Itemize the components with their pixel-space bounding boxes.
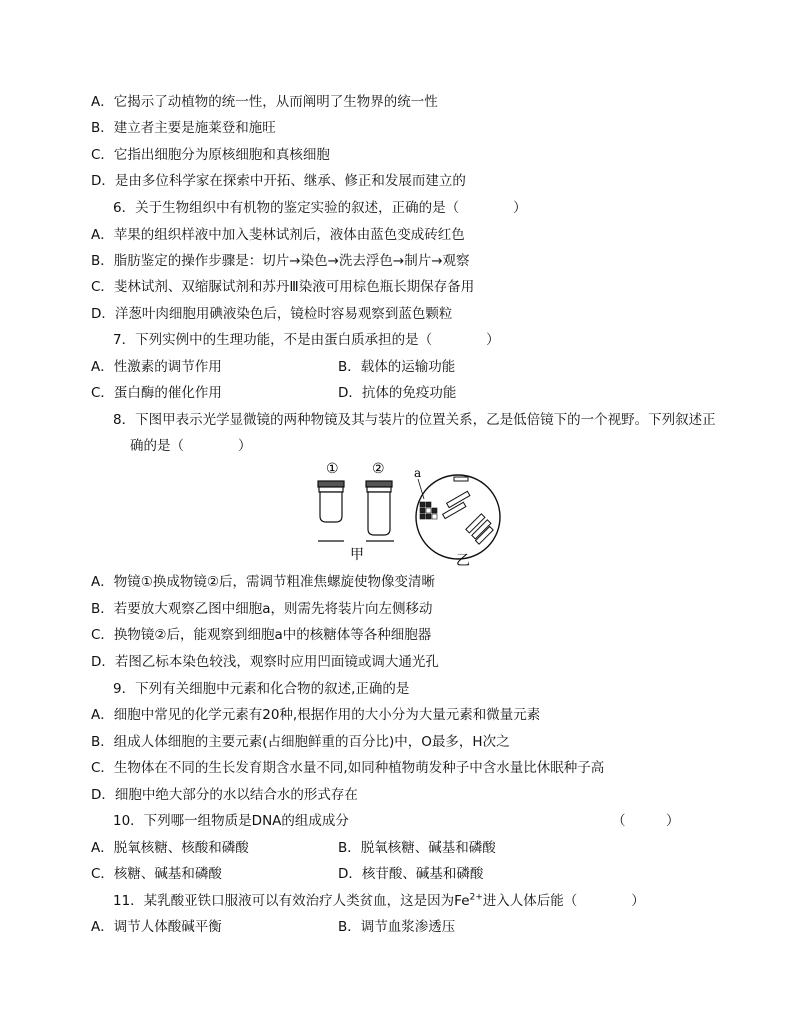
- q11-stem-tail: 进入人体后能（ ）: [482, 893, 645, 909]
- q11-stem-text: 11．某乳酸亚铁口服液可以有效治疗人类贫血，这是因为Fe: [113, 893, 470, 909]
- label-jia: 甲: [350, 547, 364, 563]
- q11-option-b: B．调节血浆渗透压: [338, 919, 456, 935]
- q11-ion-charge: 2+: [469, 892, 483, 903]
- cell-block: [432, 508, 437, 513]
- q10-stem: 10．下列哪一组物质是DNA的组成成分: [113, 813, 349, 829]
- objective-lens-2: [366, 481, 392, 535]
- q10-option-c: C．核糖、碱基和磷酸: [91, 866, 222, 882]
- q6-option-d: D．洋葱叶肉细胞用碘液染色后，镜检时容易观察到蓝色颗粒: [91, 306, 453, 322]
- q9-option-a: A．细胞中常见的化学元素有20种,根据作用的大小分为大量元素和微量元素: [91, 707, 541, 723]
- q11-option-a: A．调节人体酸碱平衡: [91, 919, 222, 935]
- microscope-figure: [308, 461, 508, 571]
- q8-stem-line1: 8．下图甲表示光学显微镜的两种物镜及其与装片的位置关系，乙是低倍镜下的一个视野。下列叙述正: [113, 412, 716, 428]
- q10-option-b: B．脱氧核糖、碱基和磷酸: [338, 840, 496, 856]
- q8-option-d: D．若图乙标本染色较浅，观察时应用凹面镜或调大通光孔: [91, 654, 439, 670]
- q11-stem: [113, 892, 645, 910]
- q9-option-c: C．生物体在不同的生长发育期含水量不同,如同种植物萌发种子中含水量比休眠种子高: [91, 760, 605, 776]
- q7-option-c: C．蛋白酶的催化作用: [91, 385, 222, 401]
- q8-option-a: A．物镜①换成物镜②后，需调节粗准焦螺旋使物像变清晰: [91, 574, 435, 590]
- field-of-view: [416, 475, 500, 559]
- objective-2-thread-band: [366, 481, 392, 487]
- objective-2-collar: [367, 487, 391, 492]
- label-objective-2: ②: [372, 461, 385, 477]
- label-cell-a: a: [414, 466, 422, 480]
- q10-option-d: D．核苷酸、碱基和磷酸: [338, 866, 484, 882]
- q5-option-d: D．是由多位科学家在探索中开拓、继承、修正和发展而建立的: [91, 173, 466, 189]
- cell-block: [426, 508, 431, 513]
- cell-block: [432, 514, 437, 519]
- q5-option-b: B．建立者主要是施莱登和施旺: [91, 120, 276, 136]
- q8-stem-line2: 确的是（ ）: [130, 438, 252, 454]
- q7-option-b: B．载体的运输功能: [338, 359, 456, 375]
- q6-option-b: B．脂肪鉴定的操作步骤是：切片→染色→洗去浮色→制片→观察: [91, 253, 470, 269]
- objective-1-thread-band: [318, 481, 344, 487]
- cell-block: [420, 514, 425, 519]
- q8-option-c: C．换物镜②后，能观察到细胞a中的核糖体等各种细胞器: [91, 627, 432, 643]
- cell-block: [420, 508, 425, 513]
- objective-lens-1: [318, 481, 344, 522]
- label-yi: 乙: [456, 553, 470, 569]
- q6-stem: 6．关于生物组织中有机物的鉴定实验的叙述，正确的是（ ）: [113, 200, 527, 216]
- objective-1-body: [320, 492, 342, 522]
- cell-block: [420, 502, 425, 507]
- q9-stem: 9．下列有关细胞中元素和化合物的叙述,正确的是: [113, 681, 410, 697]
- q5-option-a: A．它揭示了动植物的统一性，从而阐明了生物界的统一性: [91, 94, 438, 110]
- cell-block: [426, 514, 431, 519]
- figure-svg: [308, 461, 508, 571]
- cell-block: [426, 502, 431, 507]
- q7-stem: 7．下列实例中的生理功能，不是由蛋白质承担的是（ ）: [113, 332, 500, 348]
- q9-option-d: D．细胞中绝大部分的水以结合水的形式存在: [91, 787, 358, 803]
- cell-rod: [454, 477, 468, 481]
- q8-option-b: B．若要放大观察乙图中细胞a，则需先将装片向左侧移动: [91, 601, 433, 617]
- q7-option-d: D．抗体的免疫功能: [338, 385, 457, 401]
- q10-option-a: A．脱氧核糖、核酸和磷酸: [91, 840, 249, 856]
- q10-answer-paren: （ ）: [612, 813, 680, 829]
- objective-2-body: [368, 492, 390, 535]
- label-objective-1: ①: [326, 461, 339, 477]
- q7-option-a: A．性激素的调节作用: [91, 359, 222, 375]
- q6-option-a: A．苹果的组织样液中加入斐林试剂后，液体由蓝色变成砖红色: [91, 227, 465, 243]
- objective-1-collar: [319, 487, 343, 492]
- q5-option-c: C．它指出细胞分为原核细胞和真核细胞: [91, 147, 330, 163]
- q6-option-c: C．斐林试剂、双缩脲试剂和苏丹Ⅲ染液可用棕色瓶长期保存备用: [91, 279, 475, 295]
- q9-option-b: B．组成人体细胞的主要元素(占细胞鲜重的百分比)中，O最多，H次之: [91, 734, 510, 750]
